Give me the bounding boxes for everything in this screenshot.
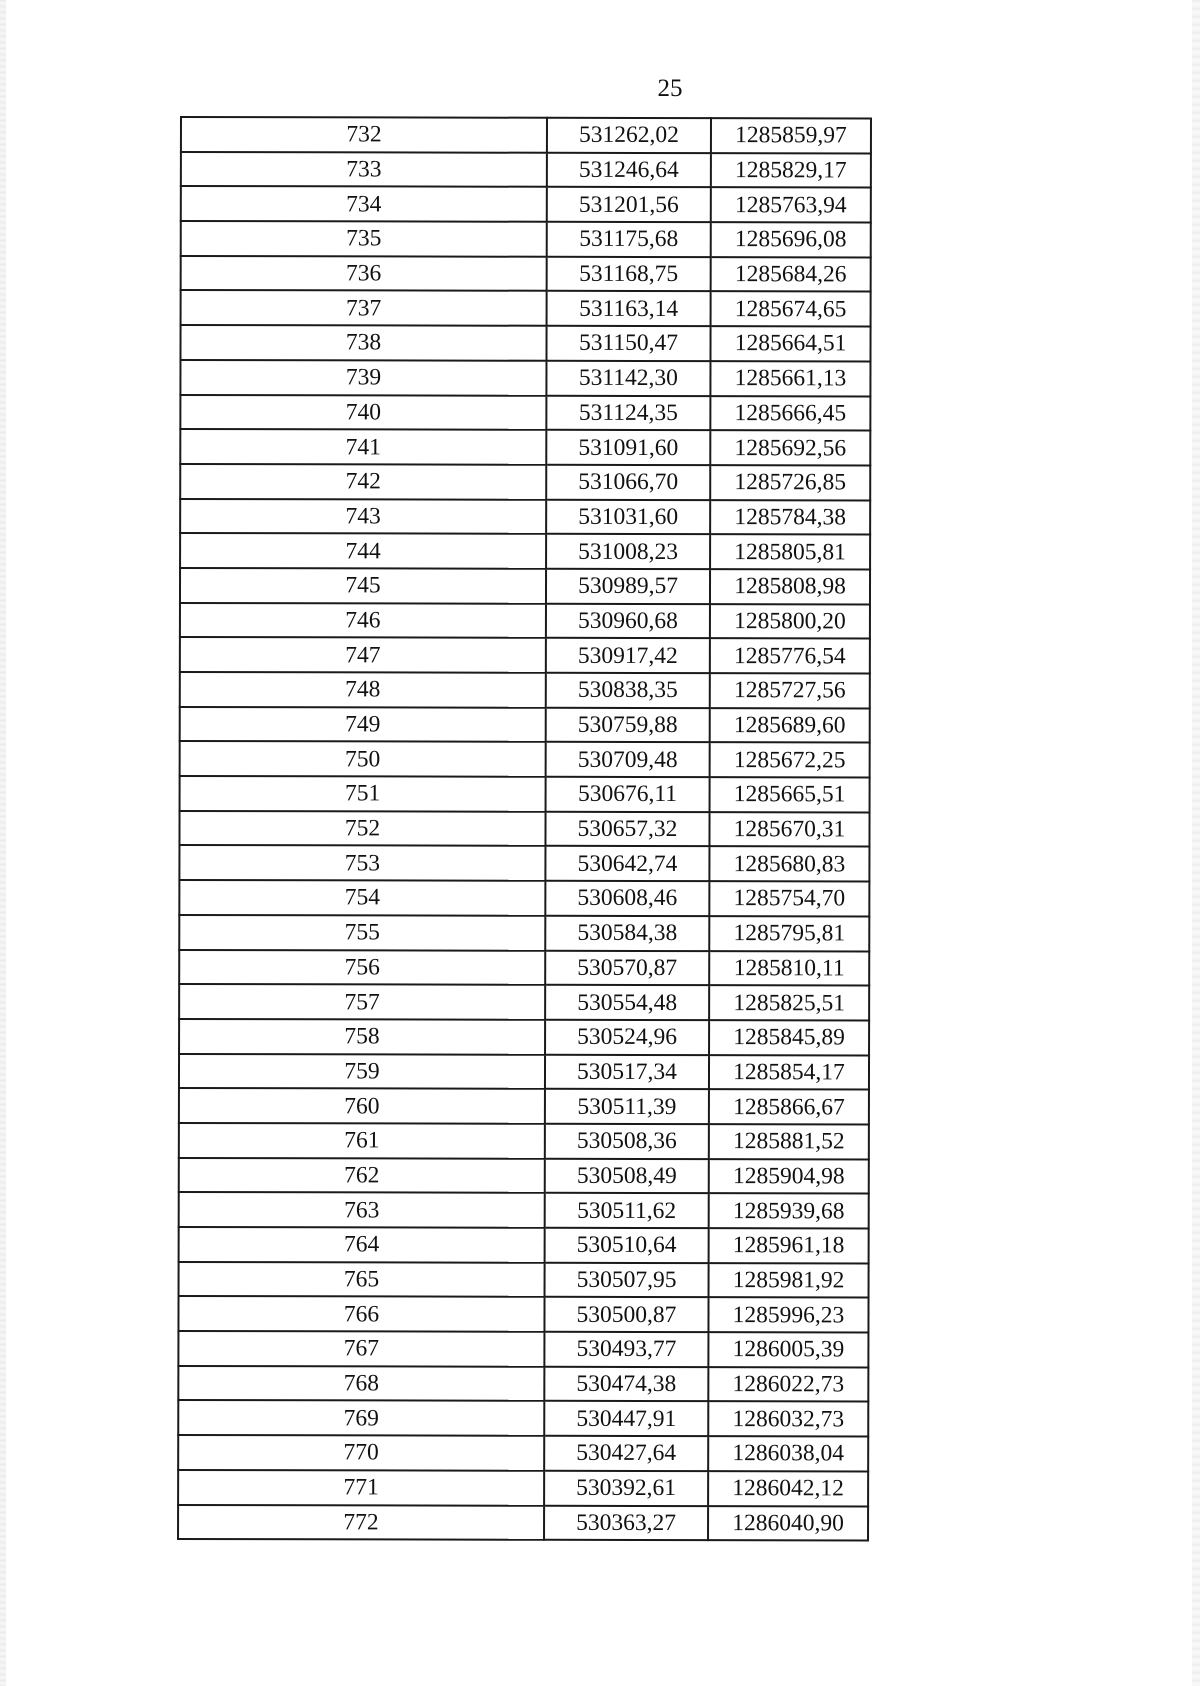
table-row	[180, 533, 870, 569]
x-coordinate-cell: 531163,14	[547, 291, 711, 326]
table-row	[181, 290, 871, 326]
table-row	[179, 1192, 869, 1228]
x-coordinate-cell: 530657,32	[545, 812, 709, 847]
point-number-cell: 751	[180, 776, 546, 811]
y-coordinate-cell: 1285670,31	[709, 812, 869, 847]
table-row	[179, 1123, 869, 1159]
y-coordinate-cell: 1285961,18	[709, 1228, 869, 1263]
y-coordinate-cell: 1285854,17	[709, 1055, 869, 1090]
table-row	[178, 1400, 868, 1436]
point-number-cell: 771	[178, 1470, 544, 1505]
x-coordinate-cell: 530493,77	[544, 1332, 708, 1367]
y-coordinate-cell: 1285664,51	[710, 326, 870, 361]
x-coordinate-cell: 530838,35	[546, 673, 710, 708]
table-row	[180, 429, 870, 465]
y-coordinate-cell: 1285810,11	[709, 951, 869, 986]
point-number-cell: 762	[179, 1158, 545, 1193]
y-coordinate-cell: 1285808,98	[710, 569, 870, 604]
y-coordinate-cell: 1286005,39	[708, 1332, 868, 1367]
point-number-cell: 769	[178, 1400, 544, 1435]
point-number-cell: 767	[178, 1331, 544, 1366]
point-number-cell: 736	[181, 256, 547, 291]
x-coordinate-cell: 531262,02	[547, 118, 711, 153]
x-coordinate-cell: 531008,23	[546, 534, 710, 569]
x-coordinate-cell: 531142,30	[546, 361, 710, 396]
table-row	[180, 672, 870, 708]
point-number-cell: 733	[181, 152, 547, 187]
table-row	[179, 1019, 869, 1055]
y-coordinate-cell: 1285795,81	[709, 916, 869, 951]
x-coordinate-cell: 531066,70	[546, 465, 710, 500]
point-number-cell: 757	[179, 984, 545, 1019]
table-row	[178, 1366, 868, 1402]
scan-edge-right	[1192, 0, 1200, 1686]
point-number-cell: 735	[181, 221, 547, 256]
table-row	[180, 499, 870, 535]
y-coordinate-cell: 1285692,56	[710, 430, 870, 465]
point-number-cell: 746	[180, 603, 546, 638]
point-number-cell: 754	[179, 880, 545, 915]
x-coordinate-cell: 530510,64	[545, 1228, 709, 1263]
y-coordinate-cell: 1285674,65	[711, 292, 871, 327]
y-coordinate-cell: 1285689,60	[710, 708, 870, 743]
table-row	[179, 1088, 869, 1124]
x-coordinate-cell: 530517,34	[545, 1054, 709, 1089]
y-coordinate-cell: 1285666,45	[710, 396, 870, 431]
point-number-cell: 761	[179, 1123, 545, 1158]
table-row	[178, 1296, 868, 1332]
table-row	[180, 637, 870, 673]
table-row	[180, 464, 870, 500]
y-coordinate-cell: 1285696,08	[711, 222, 871, 257]
y-coordinate-cell: 1285859,97	[711, 118, 871, 153]
y-coordinate-cell: 1285981,92	[709, 1263, 869, 1298]
coordinates-table	[177, 116, 872, 1542]
y-coordinate-cell: 1285754,70	[709, 881, 869, 916]
y-coordinate-cell: 1285829,17	[711, 153, 871, 188]
table-row	[181, 221, 871, 257]
x-coordinate-cell: 531124,35	[546, 395, 710, 430]
y-coordinate-cell: 1285825,51	[709, 985, 869, 1020]
table-row	[180, 707, 870, 743]
table-row	[180, 360, 870, 396]
table-row	[180, 741, 870, 777]
table-row	[179, 950, 869, 986]
x-coordinate-cell: 530570,87	[545, 950, 709, 985]
y-coordinate-cell: 1285996,23	[708, 1297, 868, 1332]
point-number-cell: 740	[180, 395, 546, 430]
x-coordinate-cell: 530363,27	[544, 1505, 708, 1540]
table-row	[179, 984, 869, 1020]
table-row	[180, 568, 870, 604]
table-row	[179, 880, 869, 916]
point-number-cell: 744	[180, 533, 546, 568]
x-coordinate-cell: 530759,88	[546, 707, 710, 742]
y-coordinate-cell: 1286040,90	[708, 1506, 868, 1541]
y-coordinate-cell: 1285904,98	[709, 1159, 869, 1194]
point-number-cell: 732	[181, 117, 547, 152]
x-coordinate-cell: 530447,91	[544, 1401, 708, 1436]
point-number-cell: 760	[179, 1088, 545, 1123]
table-row	[180, 776, 870, 812]
table-row	[178, 1504, 868, 1540]
y-coordinate-cell: 1285784,38	[710, 500, 870, 535]
y-coordinate-cell: 1286038,04	[708, 1436, 868, 1471]
y-coordinate-cell: 1285776,54	[710, 638, 870, 673]
y-coordinate-cell: 1286022,73	[708, 1367, 868, 1402]
table-row	[181, 152, 871, 188]
point-number-cell: 772	[178, 1504, 544, 1539]
x-coordinate-cell: 530960,68	[546, 603, 710, 638]
y-coordinate-cell: 1285939,68	[709, 1193, 869, 1228]
x-coordinate-cell: 530511,39	[545, 1089, 709, 1124]
point-number-cell: 734	[181, 186, 547, 221]
x-coordinate-cell: 531168,75	[547, 257, 711, 292]
y-coordinate-cell: 1285661,13	[710, 361, 870, 396]
point-number-cell: 759	[179, 1054, 545, 1089]
point-number-cell: 753	[179, 845, 545, 880]
x-coordinate-cell: 530524,96	[545, 1020, 709, 1055]
x-coordinate-cell: 530554,48	[545, 985, 709, 1020]
point-number-cell: 758	[179, 1019, 545, 1054]
table-row	[179, 1262, 869, 1298]
table-row	[181, 117, 871, 153]
point-number-cell: 748	[180, 672, 546, 707]
point-number-cell: 770	[178, 1435, 544, 1470]
y-coordinate-cell: 1285727,56	[710, 673, 870, 708]
x-coordinate-cell: 531031,60	[546, 499, 710, 534]
x-coordinate-cell: 531201,56	[547, 187, 711, 222]
y-coordinate-cell: 1285881,52	[709, 1124, 869, 1159]
table-row	[179, 1054, 869, 1090]
table-row	[179, 1227, 869, 1263]
y-coordinate-cell: 1285665,51	[710, 777, 870, 812]
point-number-cell: 742	[180, 464, 546, 499]
table-row	[178, 1470, 868, 1506]
point-number-cell: 752	[179, 811, 545, 846]
x-coordinate-cell: 530511,62	[545, 1193, 709, 1228]
table-row	[178, 1331, 868, 1367]
x-coordinate-cell: 530608,46	[545, 881, 709, 916]
x-coordinate-cell: 531091,60	[546, 430, 710, 465]
point-number-cell: 739	[180, 360, 546, 395]
y-coordinate-cell: 1286032,73	[708, 1402, 868, 1437]
point-number-cell: 755	[179, 915, 545, 950]
table-row	[179, 811, 869, 847]
point-number-cell: 763	[179, 1192, 545, 1227]
x-coordinate-cell: 530709,48	[546, 742, 710, 777]
x-coordinate-cell: 531175,68	[547, 222, 711, 257]
y-coordinate-cell: 1285805,81	[710, 534, 870, 569]
x-coordinate-cell: 530584,38	[545, 916, 709, 951]
point-number-cell: 768	[178, 1366, 544, 1401]
x-coordinate-cell: 531150,47	[546, 326, 710, 361]
table-row	[179, 915, 869, 951]
x-coordinate-cell: 530507,95	[545, 1262, 709, 1297]
y-coordinate-cell: 1285800,20	[710, 604, 870, 639]
y-coordinate-cell: 1285866,67	[709, 1089, 869, 1124]
x-coordinate-cell: 530427,64	[544, 1436, 708, 1471]
point-number-cell: 738	[180, 325, 546, 360]
table-row	[180, 395, 870, 431]
scan-edge-left	[0, 0, 6, 1686]
x-coordinate-cell: 530474,38	[544, 1367, 708, 1402]
x-coordinate-cell: 531246,64	[547, 152, 711, 187]
point-number-cell: 737	[181, 290, 547, 325]
y-coordinate-cell: 1285672,25	[710, 742, 870, 777]
coordinates-table-body	[178, 117, 871, 1541]
table-row	[179, 1158, 869, 1194]
table-row	[181, 256, 871, 292]
y-coordinate-cell: 1285684,26	[711, 257, 871, 292]
point-number-cell: 743	[180, 499, 546, 534]
y-coordinate-cell: 1285680,83	[709, 847, 869, 882]
point-number-cell: 756	[179, 950, 545, 985]
page-number: 25	[657, 75, 683, 102]
table-row	[181, 186, 871, 222]
point-number-cell: 766	[178, 1296, 544, 1331]
point-number-cell: 747	[180, 637, 546, 672]
point-number-cell: 745	[180, 568, 546, 603]
point-number-cell: 749	[180, 707, 546, 742]
x-coordinate-cell: 530676,11	[546, 777, 710, 812]
point-number-cell: 765	[179, 1262, 545, 1297]
y-coordinate-cell: 1285763,94	[711, 187, 871, 222]
y-coordinate-cell: 1285726,85	[710, 465, 870, 500]
point-number-cell: 750	[180, 741, 546, 776]
x-coordinate-cell: 530508,36	[545, 1124, 709, 1159]
x-coordinate-cell: 530989,57	[546, 569, 710, 604]
point-number-cell: 764	[179, 1227, 545, 1262]
y-coordinate-cell: 1285845,89	[709, 1020, 869, 1055]
table-row	[179, 845, 869, 881]
y-coordinate-cell: 1286042,12	[708, 1471, 868, 1506]
table-row	[180, 603, 870, 639]
x-coordinate-cell: 530642,74	[545, 846, 709, 881]
x-coordinate-cell: 530917,42	[546, 638, 710, 673]
x-coordinate-cell: 530500,87	[544, 1297, 708, 1332]
table-row	[180, 325, 870, 361]
x-coordinate-cell: 530392,61	[544, 1471, 708, 1506]
point-number-cell: 741	[180, 429, 546, 464]
x-coordinate-cell: 530508,49	[545, 1158, 709, 1193]
table-row	[178, 1435, 868, 1471]
